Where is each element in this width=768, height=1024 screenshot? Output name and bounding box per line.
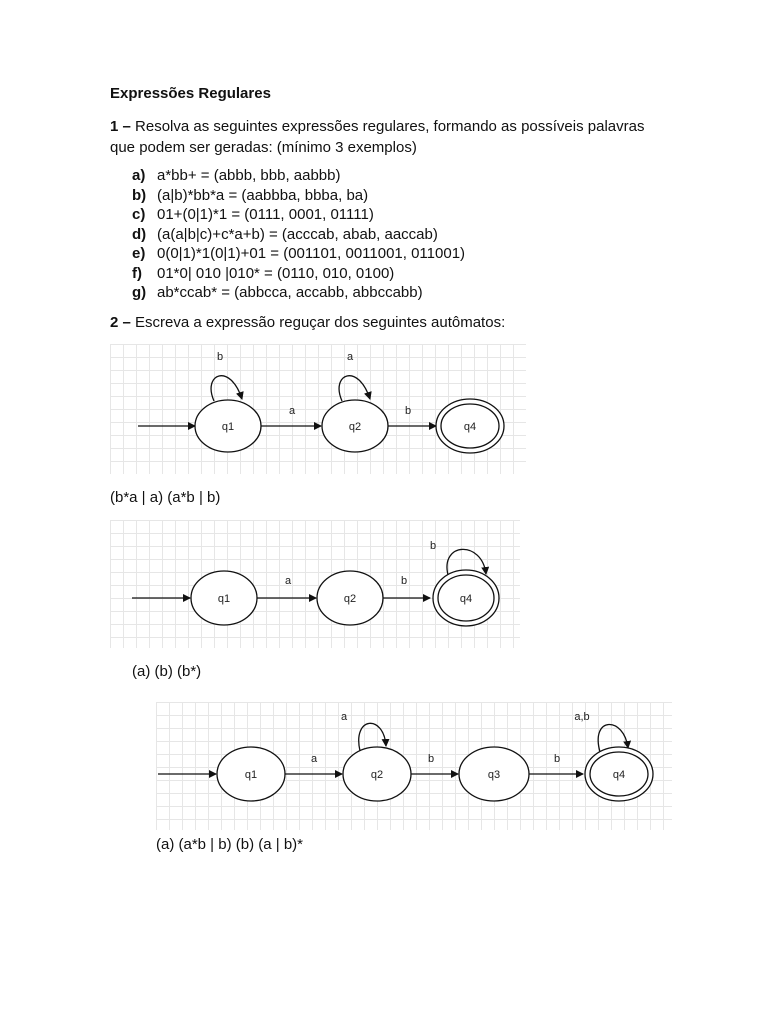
state-label: q2 <box>370 769 384 781</box>
automaton-diagram-2 <box>110 520 520 648</box>
question-2-number: 2 – <box>110 314 131 331</box>
state-label: q4 <box>612 769 626 781</box>
transition-label: b <box>427 753 435 765</box>
page-title: Expressões Regulares <box>110 85 271 102</box>
transition-label: b <box>404 405 412 417</box>
question-1-number: 1 – <box>110 118 131 135</box>
loop-label: a,b <box>574 711 590 723</box>
transition-label: b <box>553 753 561 765</box>
list-item <box>132 283 465 303</box>
item-label: f) <box>132 264 142 282</box>
list-item <box>132 166 465 186</box>
transition-label: b <box>400 575 408 587</box>
state-label: q1 <box>217 593 231 605</box>
item-text: ab*ccab* = (abbcca, accabb, abbccabb) <box>157 284 423 301</box>
question-2-text: Escreva a expressão reguçar dos seguintes autômatos: <box>135 314 506 331</box>
transition-label: a <box>310 753 318 765</box>
transition-label: a <box>284 575 292 587</box>
automaton-2-answer: (a) (b) (b*) <box>132 663 202 680</box>
state-label: q2 <box>343 593 357 605</box>
question-1 <box>110 116 670 158</box>
self-loop-arrow <box>211 376 242 401</box>
item-text: 0(0|1)*1(0|1)+01 = (001101, 0011001, 011001) <box>157 245 466 262</box>
automaton-diagram-1 <box>110 344 526 474</box>
state-label: q2 <box>348 421 362 433</box>
item-label: a) <box>132 167 146 184</box>
item-text: (a|b)*bb*a = (aabbba, bbba, ba) <box>157 186 369 204</box>
answer-list <box>132 166 465 303</box>
loop-label: a <box>346 351 354 363</box>
automaton-diagram-3 <box>156 702 672 830</box>
list-item <box>132 225 465 245</box>
item-text: 01*0| 010 |010* = (0110, 010, 0100) <box>157 264 395 282</box>
list-item <box>132 205 465 225</box>
item-label: g) <box>132 284 147 301</box>
item-text: 01+(0|1)*1 = (0111, 0001, 01111) <box>157 206 374 223</box>
loop-label: b <box>429 540 437 552</box>
question-2 <box>110 314 505 331</box>
list-item <box>132 264 465 284</box>
state-label: q1 <box>221 421 235 433</box>
loop-label: a <box>340 711 348 723</box>
automaton-1-answer: (b*a | a) (a*b | b) <box>110 489 221 506</box>
state-label: q4 <box>463 421 477 433</box>
state-label: q1 <box>244 769 258 781</box>
list-item <box>132 186 465 206</box>
item-label: e) <box>132 245 146 262</box>
item-text: (a(a|b|c)+c*a+b) = (acccab, abab, aaccab) <box>157 225 438 243</box>
automaton-3-answer: (a) (a*b | b) (b) (a | b)* <box>156 836 303 853</box>
self-loop-arrow <box>339 376 370 401</box>
question-1-text: Resolva as seguintes expressões regulares, formando as possíveis palavras que podem ser geradas: (mínimo 3 exemplos) <box>110 118 645 156</box>
item-label: b) <box>132 186 147 204</box>
loop-label: b <box>216 351 224 363</box>
transition-label: a <box>288 405 296 417</box>
state-label: q3 <box>487 769 501 781</box>
state-label: q4 <box>459 593 473 605</box>
list-item <box>132 244 465 264</box>
item-text: a*bb+ = (abbb, bbb, aabbb) <box>157 167 341 184</box>
item-label: d) <box>132 225 147 243</box>
item-label: c) <box>132 206 146 223</box>
